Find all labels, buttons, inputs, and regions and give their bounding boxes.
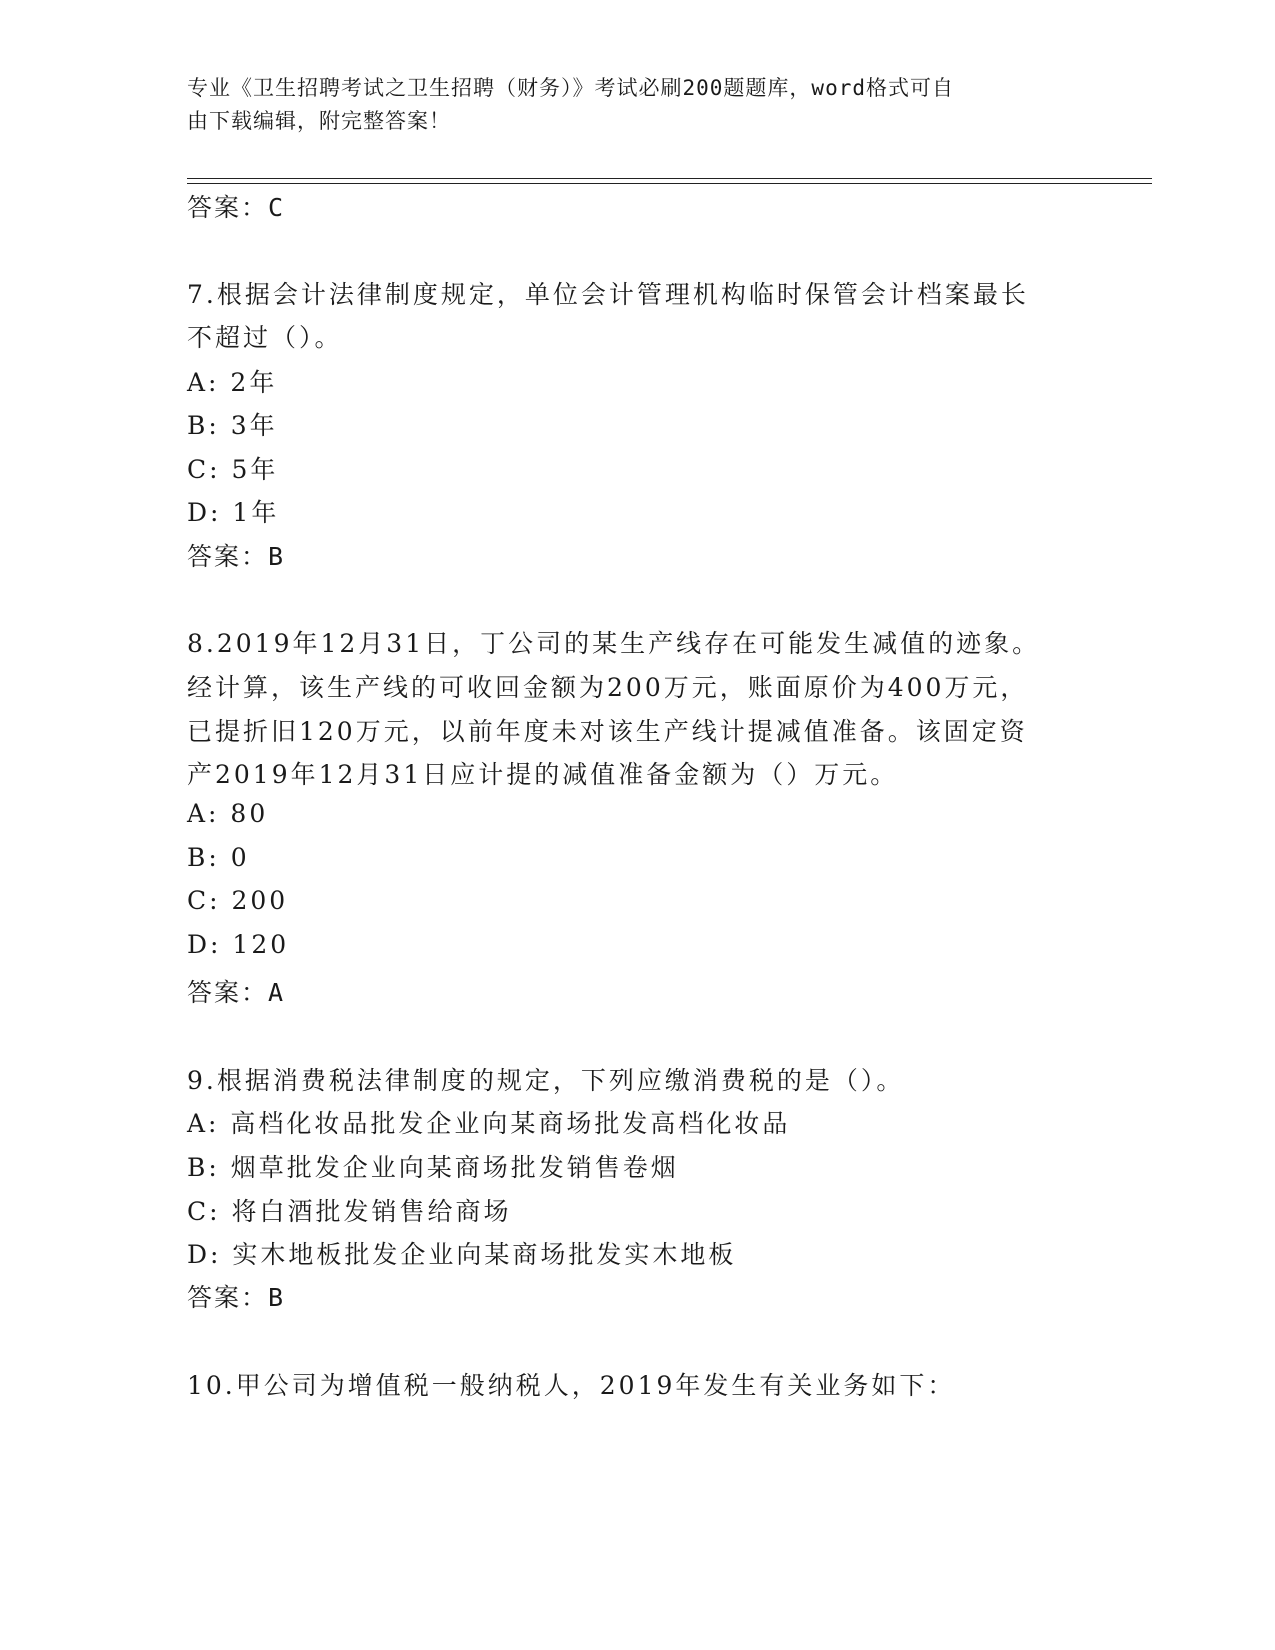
question-8-answer: 答案：A bbox=[187, 978, 286, 1007]
question-7-option-b: B: 3年 bbox=[187, 411, 278, 440]
header-line-2: 由下载编辑，附完整答案！ bbox=[187, 109, 451, 133]
question-8-option-c: C: 200 bbox=[187, 886, 289, 915]
question-8-option-a: A: 80 bbox=[187, 799, 269, 828]
question-8-option-d: D: 120 bbox=[187, 930, 290, 959]
question-7-option-a: A: 2年 bbox=[187, 368, 278, 397]
question-10-stem-line-1: 10.甲公司为增值税一般纳税人，2019年发生有关业务如下： bbox=[187, 1371, 956, 1400]
question-8-stem-line-4: 产2019年12月31日应计提的减值准备金额为（）万元。 bbox=[187, 760, 899, 789]
header-divider-top bbox=[187, 178, 1152, 179]
question-7-option-c: C: 5年 bbox=[187, 455, 279, 484]
question-9-option-b: B: 烟草批发企业向某商场批发销售卷烟 bbox=[187, 1153, 679, 1182]
question-8-option-b: B: 0 bbox=[187, 843, 250, 872]
question-9-option-a: A: 高档化妆品批发企业向某商场批发高档化妆品 bbox=[187, 1109, 791, 1138]
question-9-option-c: C: 将白酒批发销售给商场 bbox=[187, 1197, 512, 1226]
header-divider-bottom bbox=[187, 183, 1152, 184]
question-9-stem-line-1: 9.根据消费税法律制度的规定，下列应缴消费税的是（）。 bbox=[187, 1066, 905, 1095]
question-7-option-d: D: 1年 bbox=[187, 498, 280, 527]
question-7-stem-line-2: 不超过（）。 bbox=[187, 323, 343, 352]
question-8-stem-line-2: 经计算，该生产线的可收回金额为200万元，账面原价为400万元， bbox=[187, 673, 1029, 702]
question-9-option-d: D: 实木地板批发企业向某商场批发实木地板 bbox=[187, 1240, 737, 1269]
header-line-1: 专业《卫生招聘考试之卫生招聘（财务）》考试必刷200题题库，word格式可自 bbox=[187, 76, 954, 100]
question-8-stem-line-3: 已提折旧120万元，以前年度未对该生产线计提减值准备。该固定资 bbox=[187, 717, 1028, 746]
question-7-stem-line-1: 7.根据会计法律制度规定，单位会计管理机构临时保管会计档案最长 bbox=[187, 280, 1029, 309]
previous-answer: 答案：C bbox=[187, 193, 286, 222]
question-9-answer: 答案：B bbox=[187, 1283, 286, 1312]
document-header bbox=[187, 72, 1067, 138]
question-8-stem-line-1: 8.2019年12月31日，丁公司的某生产线存在可能发生减值的迹象。 bbox=[187, 629, 1041, 658]
question-7-answer: 答案：B bbox=[187, 542, 286, 571]
